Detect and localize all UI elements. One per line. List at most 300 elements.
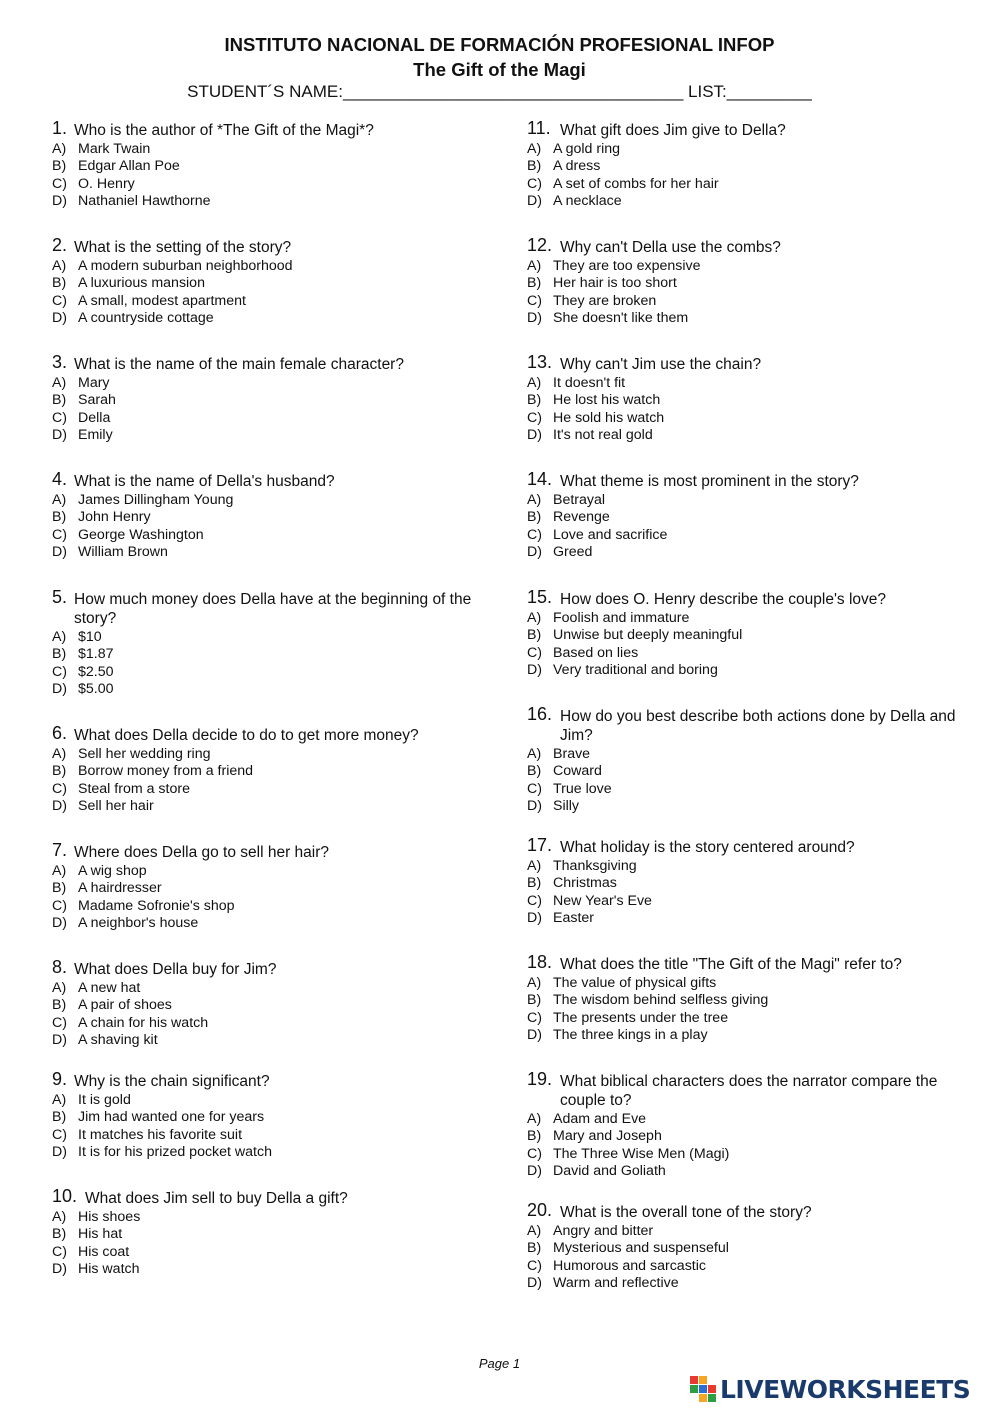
option-letter: A) [527, 258, 542, 274]
answer-option[interactable] [52, 1209, 512, 1226]
question-text [52, 1186, 512, 1208]
option-text: Thanksgiving [553, 858, 637, 874]
option-letter: B) [52, 392, 67, 409]
question-number: 10. [52, 1186, 78, 1206]
answer-option[interactable] [52, 798, 512, 815]
option-text: Love and sacrifice [553, 526, 668, 543]
option-letter: C) [527, 892, 542, 909]
option-letter: B) [527, 875, 542, 892]
answer-option[interactable] [52, 1226, 512, 1243]
option-text: The wisdom behind selfless giving [553, 992, 769, 1009]
answer-option[interactable] [527, 975, 977, 992]
option-letter: B) [52, 509, 67, 526]
option-letter: D) [527, 910, 542, 927]
question-prompt: Why is the chain significant? [74, 1073, 270, 1090]
answer-options [527, 858, 977, 928]
question-text [527, 1069, 977, 1110]
option-letter: C) [527, 780, 542, 797]
question-item [52, 1186, 512, 1279]
option-letter: B) [527, 627, 542, 644]
option-text: A small, modest apartment [78, 292, 246, 309]
question-number: 16. [527, 704, 553, 724]
option-text: Mary and Joseph [553, 1128, 662, 1145]
option-letter: B) [527, 392, 542, 409]
question-item [527, 952, 977, 1045]
option-text: $2.50 [78, 663, 114, 680]
answer-option[interactable] [527, 193, 977, 210]
answer-option[interactable] [527, 645, 977, 662]
option-text: Warm and reflective [553, 1275, 679, 1292]
answer-option[interactable] [527, 858, 977, 875]
option-letter: B) [527, 763, 542, 780]
question-number: 7. [52, 840, 68, 860]
answer-option[interactable] [52, 1092, 512, 1109]
answer-option[interactable] [52, 193, 512, 210]
option-text: Mysterious and suspenseful [553, 1240, 729, 1257]
question-number: 9. [52, 1069, 68, 1089]
option-text: It is gold [78, 1092, 131, 1108]
option-text: Foolish and immature [553, 610, 690, 626]
option-text: A luxurious mansion [78, 275, 205, 292]
answer-option[interactable] [527, 509, 977, 526]
answer-options [527, 1223, 977, 1293]
answer-option[interactable] [52, 1032, 512, 1049]
question-text [52, 723, 512, 745]
question-text [527, 952, 977, 974]
option-text: Mary [78, 375, 110, 391]
option-letter: B) [52, 646, 67, 663]
option-letter: B) [52, 880, 67, 897]
liveworksheets-logo [690, 1374, 970, 1404]
question-prompt: How much money does Della have at the beginning of the story? [74, 591, 472, 627]
option-letter: A) [52, 258, 67, 274]
option-text: New Year's Eve [553, 892, 652, 909]
option-letter: B) [52, 1109, 67, 1126]
answer-option[interactable] [52, 293, 512, 310]
option-text: It's not real gold [553, 427, 653, 444]
option-text: Borrow money from a friend [78, 763, 254, 780]
question-prompt: Why can't Jim use the chain? [560, 356, 762, 373]
option-letter: C) [52, 1126, 67, 1143]
option-letter: C) [52, 1014, 67, 1031]
answer-option[interactable] [52, 763, 512, 780]
question-number: 20. [527, 1200, 553, 1220]
question-text [52, 469, 512, 491]
answer-option[interactable] [527, 1010, 977, 1027]
answer-option[interactable] [527, 427, 977, 444]
answer-options [527, 746, 977, 816]
option-letter: D) [52, 427, 67, 444]
option-letter: A) [527, 1111, 542, 1127]
option-letter: D) [52, 1144, 67, 1161]
answer-option[interactable] [52, 746, 512, 763]
option-letter: D) [52, 193, 67, 210]
question-number: 17. [527, 835, 553, 855]
question-number: 2. [52, 235, 68, 255]
option-letter: B) [527, 275, 542, 292]
question-number: 19. [527, 1069, 553, 1089]
option-letter: C) [527, 526, 542, 543]
option-letter: A) [52, 863, 67, 879]
option-letter: A) [52, 629, 67, 645]
option-text: George Washington [78, 526, 204, 543]
answer-option[interactable] [52, 310, 512, 327]
answer-option[interactable] [527, 1146, 977, 1163]
answer-option[interactable] [527, 1128, 977, 1145]
option-letter: A) [52, 1092, 67, 1108]
question-number: 8. [52, 957, 68, 977]
answer-option[interactable] [52, 1127, 512, 1144]
option-text: $10 [78, 629, 102, 645]
question-item [52, 957, 512, 1050]
option-text: Jim had wanted one for years [78, 1109, 265, 1126]
option-letter: A) [527, 492, 542, 508]
option-letter: D) [527, 310, 542, 327]
answer-option[interactable] [527, 746, 977, 763]
option-text: The Three Wise Men (Magi) [553, 1145, 730, 1162]
option-text: David and Goliath [553, 1163, 666, 1180]
option-text: Revenge [553, 509, 610, 526]
question-text [527, 469, 977, 491]
option-text: He sold his watch [553, 409, 665, 426]
question-item [52, 587, 512, 699]
answer-option[interactable] [527, 492, 977, 509]
question-prompt: What is the overall tone of the story? [560, 1204, 812, 1221]
option-text: A chain for his watch [78, 1014, 209, 1031]
option-text: The presents under the tree [553, 1009, 729, 1026]
option-letter: A) [527, 141, 542, 157]
question-item [52, 469, 512, 562]
question-item [527, 1069, 977, 1181]
answer-option[interactable] [52, 427, 512, 444]
answer-option[interactable] [52, 392, 512, 409]
option-text: They are too expensive [553, 258, 701, 274]
answer-option[interactable] [527, 275, 977, 292]
option-text: It is for his prized pocket watch [78, 1144, 272, 1161]
answer-option[interactable] [527, 1027, 977, 1044]
answer-option[interactable] [52, 980, 512, 997]
answer-option[interactable] [52, 141, 512, 158]
option-text: A pair of shoes [78, 997, 172, 1014]
answer-option[interactable] [52, 1244, 512, 1261]
worksheet-title: The Gift of the Magi [413, 59, 586, 80]
option-text: Silly [553, 798, 580, 815]
answer-options [52, 375, 512, 445]
option-text: Betrayal [553, 492, 606, 508]
answer-options [52, 746, 512, 816]
question-prompt: What does Jim sell to buy Della a gift? [85, 1190, 348, 1207]
option-text: A neighbor's house [78, 915, 199, 932]
option-letter: B) [527, 1240, 542, 1257]
question-number: 3. [52, 352, 68, 372]
liveworksheets-logo-icon [690, 1376, 716, 1402]
option-text: The value of physical gifts [553, 975, 717, 991]
option-text: She doesn't like them [553, 310, 689, 327]
option-text: A set of combs for her hair [553, 175, 719, 192]
option-letter: A) [52, 375, 67, 391]
question-prompt: Why can't Della use the combs? [560, 239, 781, 256]
option-text: James Dillingham Young [78, 492, 234, 508]
question-number: 14. [527, 469, 553, 489]
question-prompt: What is the name of Della's husband? [74, 473, 335, 490]
question-number: 11. [527, 118, 551, 138]
option-text: Unwise but deeply meaningful [553, 627, 743, 644]
question-text [527, 1200, 977, 1222]
answer-option[interactable] [527, 763, 977, 780]
answer-option[interactable] [527, 258, 977, 275]
question-item [52, 1069, 512, 1162]
option-letter: C) [527, 644, 542, 661]
option-letter: B) [527, 509, 542, 526]
answer-option[interactable] [527, 910, 977, 927]
answer-option[interactable] [527, 992, 977, 1009]
option-text: His watch [78, 1261, 140, 1278]
option-text: Christmas [553, 875, 617, 892]
question-prompt: What holiday is the story centered around? [560, 839, 855, 856]
answer-option[interactable] [527, 781, 977, 798]
answer-options [52, 980, 512, 1050]
answer-option[interactable] [527, 375, 977, 392]
answer-option[interactable] [527, 1111, 977, 1128]
option-letter: C) [52, 175, 67, 192]
option-letter: D) [52, 1032, 67, 1049]
answer-option[interactable] [527, 610, 977, 627]
question-text [527, 704, 977, 745]
question-text [527, 118, 977, 140]
option-text: Based on lies [553, 644, 639, 661]
option-letter: D) [527, 544, 542, 561]
answer-option[interactable] [52, 1015, 512, 1032]
answer-option[interactable] [527, 1240, 977, 1257]
answer-option[interactable] [52, 158, 512, 175]
question-prompt: How do you best describe both actions done by Della and Jim? [560, 708, 956, 744]
answer-option[interactable] [52, 997, 512, 1014]
answer-option[interactable] [527, 141, 977, 158]
answer-option[interactable] [52, 646, 512, 663]
option-letter: C) [52, 409, 67, 426]
option-letter: B) [52, 1226, 67, 1243]
option-text: Her hair is too short [553, 275, 677, 292]
option-text: Angry and bitter [553, 1223, 654, 1239]
option-text: $1.87 [78, 646, 114, 663]
option-text: Steal from a store [78, 780, 190, 797]
answer-options [527, 1111, 977, 1181]
option-letter: D) [527, 193, 542, 210]
question-item [527, 704, 977, 816]
option-text: His coat [78, 1243, 130, 1260]
answer-option[interactable] [52, 863, 512, 880]
answer-options [52, 492, 512, 562]
option-letter: A) [52, 980, 67, 996]
question-item [527, 587, 977, 680]
answer-option[interactable] [52, 880, 512, 897]
option-letter: C) [52, 292, 67, 309]
option-text: The three kings in a play [553, 1027, 708, 1044]
question-prompt: How does O. Henry describe the couple's love? [560, 591, 887, 608]
question-item [527, 235, 977, 328]
answer-options [52, 1092, 512, 1162]
question-number: 1. [52, 118, 68, 138]
answer-option[interactable] [52, 681, 512, 698]
option-text: Madame Sofronie's shop [78, 897, 235, 914]
option-text: $5.00 [78, 681, 114, 698]
option-text: A gold ring [553, 141, 621, 157]
option-letter: D) [52, 681, 67, 698]
question-prompt: What theme is most prominent in the story? [560, 473, 859, 490]
answer-options [52, 258, 512, 328]
answer-option[interactable] [52, 1144, 512, 1161]
question-text [52, 587, 512, 628]
answer-option[interactable] [52, 781, 512, 798]
answer-option[interactable] [52, 898, 512, 915]
question-text [52, 957, 512, 979]
answer-option[interactable] [52, 176, 512, 193]
option-text: A necklace [553, 193, 622, 210]
answer-option[interactable] [527, 662, 977, 679]
option-letter: D) [527, 1275, 542, 1292]
question-number: 12. [527, 235, 553, 255]
answer-option[interactable] [527, 1163, 977, 1180]
answer-option[interactable] [527, 392, 977, 409]
question-prompt: What is the name of the main female character? [74, 356, 404, 373]
question-prompt: Where does Della go to sell her hair? [74, 844, 330, 861]
option-letter: C) [52, 663, 67, 680]
answer-option[interactable] [527, 544, 977, 561]
option-text: It doesn't fit [553, 375, 626, 391]
question-number: 15. [527, 587, 553, 607]
answer-option[interactable] [52, 527, 512, 544]
option-letter: A) [527, 375, 542, 391]
answer-options [52, 141, 512, 211]
answer-options [52, 863, 512, 933]
option-text: A new hat [78, 980, 141, 996]
answer-option[interactable] [527, 875, 977, 892]
page-number: Page 1 [478, 1356, 521, 1371]
answer-options [527, 610, 977, 680]
answer-option[interactable] [527, 627, 977, 644]
option-text: A dress [553, 158, 601, 175]
question-text [52, 840, 512, 862]
option-text: A shaving kit [78, 1032, 158, 1049]
option-text: Della [78, 409, 111, 426]
option-text: They are broken [553, 292, 657, 309]
option-letter: A) [527, 975, 542, 991]
answer-option[interactable] [52, 915, 512, 932]
answer-option[interactable] [52, 509, 512, 526]
answer-option[interactable] [52, 1261, 512, 1278]
option-letter: D) [527, 1027, 542, 1044]
option-letter: D) [527, 427, 542, 444]
option-letter: D) [527, 662, 542, 679]
question-item [52, 118, 512, 211]
answer-option[interactable] [527, 176, 977, 193]
question-number: 4. [52, 469, 68, 489]
option-text: Easter [553, 910, 595, 927]
answer-option[interactable] [52, 629, 512, 646]
option-text: Emily [78, 427, 113, 444]
answer-option[interactable] [527, 1223, 977, 1240]
answer-option[interactable] [52, 544, 512, 561]
answer-options [527, 975, 977, 1045]
option-letter: C) [52, 780, 67, 797]
option-text: Sell her hair [78, 798, 154, 815]
answer-option[interactable] [527, 310, 977, 327]
question-prompt: What is the setting of the story? [74, 239, 292, 256]
option-text: A modern suburban neighborhood [78, 258, 293, 274]
option-text: Nathaniel Hawthorne [78, 193, 211, 210]
question-text [527, 235, 977, 257]
question-prompt: What does the title "The Gift of the Magi" refer to? [560, 956, 902, 973]
option-text: A countryside cottage [78, 310, 214, 327]
option-letter: C) [52, 1243, 67, 1260]
answer-option[interactable] [52, 410, 512, 427]
answer-option[interactable] [527, 158, 977, 175]
answer-option[interactable] [52, 1109, 512, 1126]
option-letter: A) [527, 1223, 542, 1239]
question-number: 18. [527, 952, 553, 972]
option-letter: C) [527, 1009, 542, 1026]
option-text: Sarah [78, 392, 116, 409]
question-item [52, 235, 512, 328]
question-prompt: What does Della buy for Jim? [74, 961, 277, 978]
option-letter: A) [527, 610, 542, 626]
option-letter: B) [52, 275, 67, 292]
option-letter: D) [52, 1261, 67, 1278]
option-letter: A) [527, 746, 542, 762]
option-text: A wig shop [78, 863, 147, 879]
question-prompt: What gift does Jim give to Della? [560, 122, 786, 139]
option-text: Greed [553, 544, 593, 561]
answer-option[interactable] [52, 492, 512, 509]
option-letter: B) [52, 158, 67, 175]
question-prompt: What biblical characters does the narrator compare the couple to? [560, 1073, 938, 1109]
option-text: O. Henry [78, 175, 135, 192]
answer-option[interactable] [52, 258, 512, 275]
option-letter: D) [52, 915, 67, 932]
question-item [527, 1200, 977, 1293]
option-text: It matches his favorite suit [78, 1126, 243, 1143]
question-item [52, 723, 512, 816]
institution-title: INSTITUTO NACIONAL DE FORMACIÓN PROFESIONAL INFOP [224, 34, 775, 55]
answer-option[interactable] [52, 664, 512, 681]
option-letter: B) [52, 763, 67, 780]
question-item [52, 352, 512, 445]
liveworksheets-brand: LIVEWORKSHEETS [720, 1374, 971, 1404]
answer-option[interactable] [527, 798, 977, 815]
option-text: Brave [553, 746, 591, 762]
option-text: John Henry [78, 509, 151, 526]
option-text: Sell her wedding ring [78, 746, 211, 762]
answer-options [52, 1209, 512, 1279]
answer-option[interactable] [527, 410, 977, 427]
answer-options [527, 375, 977, 445]
answer-option[interactable] [52, 275, 512, 292]
answer-option[interactable] [527, 1258, 977, 1275]
question-number: 13. [527, 352, 553, 372]
answer-option[interactable] [52, 375, 512, 392]
answer-option[interactable] [527, 1275, 977, 1292]
answer-options [52, 629, 512, 699]
answer-option[interactable] [527, 893, 977, 910]
answer-options [527, 258, 977, 328]
student-name-list-line: STUDENT´S NAME:____________________________________ LIST:_________ [187, 82, 812, 101]
option-letter: B) [52, 997, 67, 1014]
question-text [527, 587, 977, 609]
option-text: His hat [78, 1226, 123, 1243]
answer-option[interactable] [527, 527, 977, 544]
answer-option[interactable] [527, 293, 977, 310]
option-letter: B) [527, 992, 542, 1009]
